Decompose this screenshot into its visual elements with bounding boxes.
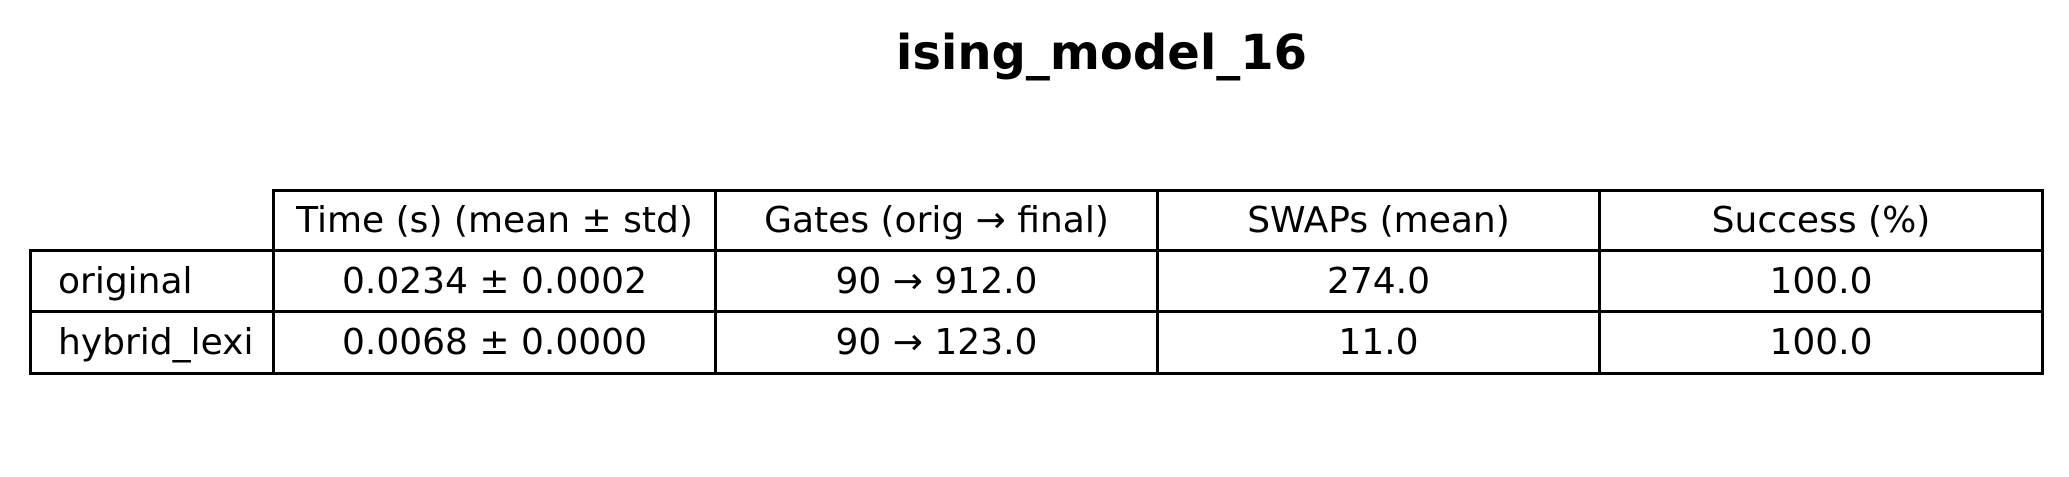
column-header-success: Success (%) [1598, 189, 2044, 252]
cell-hybrid-lexi-swaps: 11.0 [1156, 310, 1601, 375]
chart-title: ising_model_16 [895, 25, 1308, 81]
cell-hybrid-lexi-success: 100.0 [1598, 310, 2044, 375]
results-table [29, 189, 2044, 375]
row-label-hybrid-lexi: hybrid_lexi [29, 310, 275, 375]
cell-hybrid-lexi-gates: 90 → 123.0 [714, 310, 1159, 375]
cell-original-gates: 90 → 912.0 [714, 249, 1159, 313]
column-header-gates: Gates (orig → final) [714, 189, 1159, 252]
cell-original-success: 100.0 [1598, 249, 2044, 313]
cell-hybrid-lexi-time: 0.0068 ± 0.0000 [272, 310, 717, 375]
column-header-time: Time (s) (mean ± std) [272, 189, 717, 252]
cell-original-time: 0.0234 ± 0.0002 [272, 249, 717, 313]
cell-original-swaps: 274.0 [1156, 249, 1601, 313]
row-label-original: original [29, 249, 275, 313]
column-header-swaps: SWAPs (mean) [1156, 189, 1601, 252]
